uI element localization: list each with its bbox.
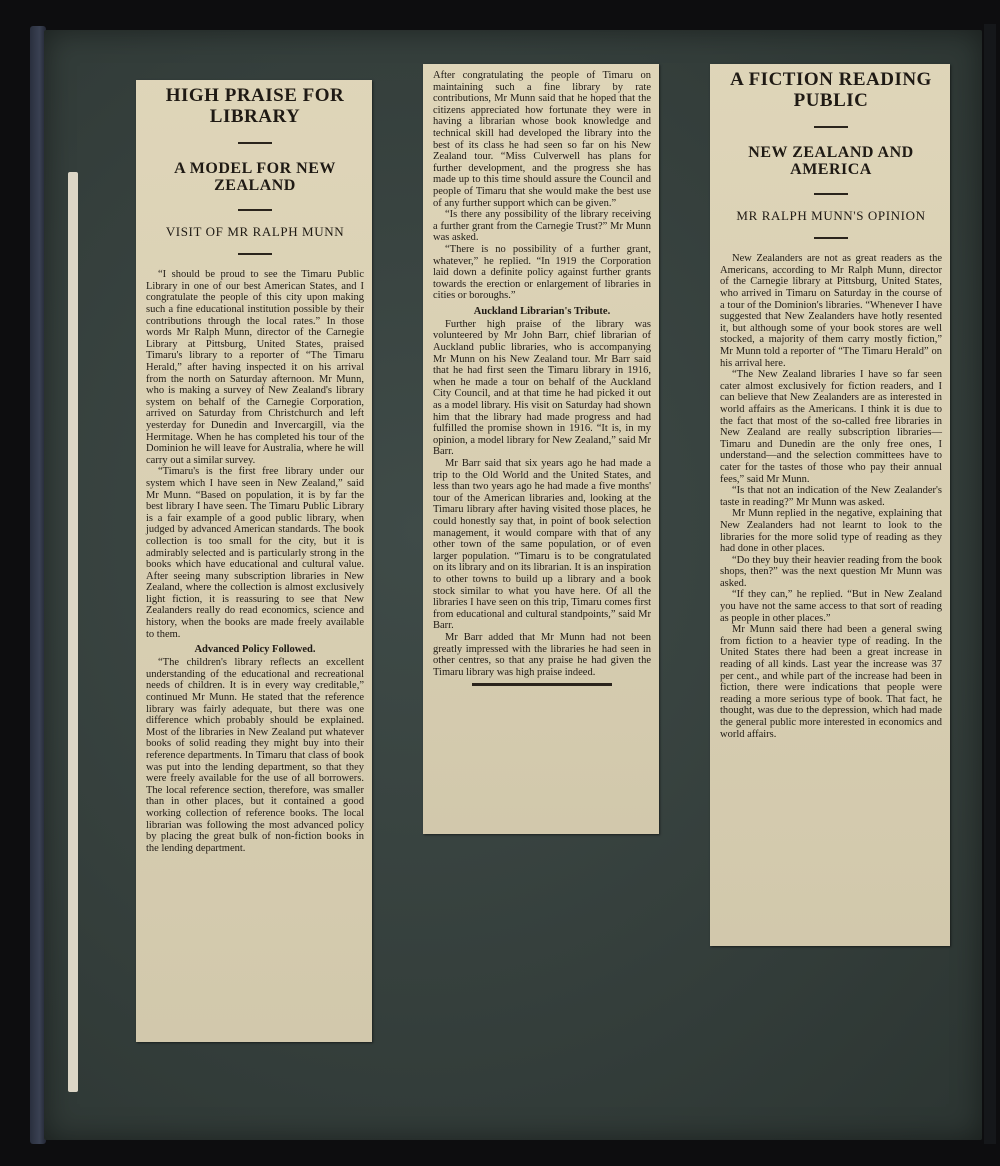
page-edge-strip <box>68 172 78 1092</box>
subheadline: A MODEL FOR NEW ZEALAND <box>174 159 336 195</box>
clipping-continuation <box>423 64 659 834</box>
paragraph: Further high praise of the library was volunteered by Mr John Barr, chief librarian of Auckland public libraries, who is accompanying Mr Munn on his New Zealand tour. Mr Barr said that he had first seen the Timaru library in 1916, when he made a tour on behalf of the Auckland City Council, and at that time he had picked it out as a model library. His visit on Saturday had shown him that the library had made progress and had fulfilled the promise shown in 1916. “It is, in my opinion, a model library for New Zealand,” said Mr Barr. <box>433 318 651 458</box>
paragraph: Mr Barr added that Mr Munn had not been greatly impressed with the libraries he had seen in other centres, so that any praise he had given the Timaru library was high praise indeed. <box>433 631 651 678</box>
section-heading: Advanced Policy Followed. <box>194 644 316 656</box>
paragraph: “If they can,” he replied. “But in New Zealand you have not the same access to that sort of reading as people in other places.” <box>720 589 942 624</box>
paragraph: Mr Barr said that six years ago he had made a trip to the Old World and the United States, and less than two years ago he had made a five months' tour of the American libraries and, looking at the Timaru library after having visited those places, he could honestly say that, in point of book selection management, it would compare with that of any other town of the same population, or of even larger population. “Timaru is to be congratulated on its library and on its librarian. It is an inspiration to other towns to build up a library and a book stock similar to what you have here. Of all the libraries I have seen on this trip, Timaru comes first from educational and cultural standpoints,” said Mr Barr. <box>433 458 651 632</box>
section-heading: Auckland Librarian's Tribute. <box>473 305 611 317</box>
paragraph: “The New Zealand libraries I have so far seen cater almost exclusively for fiction readers, and I can believe that New Zealanders are as interested in world affairs as the Americans. I think it is due to the fact that most of the so-called free libraries in New Zealand are really subscription libraries—Timaru and Dunedin are the only free ones, I understand—and the selection committees have to cater for the tastes of those who pay their annual fees,” said Mr Munn. <box>720 369 942 485</box>
paragraph: After congratulating the people of Timaru on maintaining such a fine library by rate contributions, Mr Munn said that he hoped that the citizens appreciated how fortunate they were in having a librarian whose book knowledge and technical skill had developed the library into the best of its class he had seen so far on his New Zealand tour. “Miss Culverwell has plans for further development, and the progress she has made up to this time should assure the Council and people of Timaru that she would make the best use of any further support which can be given.” <box>433 70 651 209</box>
paragraph: “The children's library reflects an excellent understanding of the educational and recreational needs of children. It is in every way creditable,” continued Mr Munn. He stated that the reference library was fairly adequate, but there was one difference which probably should be explained. Most of the libraries in New Zealand put whatever books of solid reading they might buy into their reference departments. In Timaru that class of book was put into the lending department, so that they were freely available for the use of all borrowers. The local reference section, therefore, was smaller than in other places, but it contained a good working collection of reference books. The local librarian was following the most advanced policy by placing the great bulk of non-fiction books in the lending department. <box>146 657 364 854</box>
subheadline: NEW ZEALAND AND AMERICA <box>748 143 914 179</box>
end-rule <box>472 683 612 686</box>
album-edge <box>984 24 996 1144</box>
paragraph: “Do they buy their heavier reading from the book shops, then?” was the next question Mr Munn was asked. <box>720 554 942 589</box>
divider <box>238 142 272 144</box>
headline: A FICTION READING PUBLIC <box>730 69 932 111</box>
clipping-fiction-reading-public <box>710 64 950 946</box>
paragraph: “Timaru's is the first free library under our system which I have seen in New Zealand,” said Mr Munn. “Based on population, it is by far the best library I have seen. The Timaru Public Library is a fair example of a good public library, when judged by advanced American standards. The book collection is too small for the city, but it is admirably selected and is particularly strong in the books which have educational and cultural value. After seeing many subscription libraries in New Zealand, where the collection is almost exclusively light fiction, it is reassuring to see that New Zealanders really do read economics, science and history, when the books are made freely available to them. <box>146 466 364 640</box>
divider <box>238 209 272 211</box>
byline: MR RALPH MUNN'S OPINION <box>736 207 926 223</box>
divider <box>814 126 848 128</box>
article-body <box>433 70 651 678</box>
divider <box>814 237 848 239</box>
headline: HIGH PRAISE FOR LIBRARY <box>165 85 345 127</box>
paragraph: New Zealanders are not as great readers as the Americans, according to Mr Ralph Munn, director of the Carnegie library at Pittsburg, United States, who arrived in Timaru on Saturday in the course of a tour of the Dominion's libraries. “Whenever I have suggested that New Zealanders have hotly resented it, but although some of your book stores are well stocked, a majority of them carry mostly fiction,” Mr Munn told a reporter of “The Timaru Herald” on his arrival here. <box>720 253 942 369</box>
paragraph: Mr Munn replied in the negative, explaining that New Zealanders had not learnt to look to the libraries for the more solid type of reading as they had done in other places. <box>720 508 942 555</box>
divider <box>814 193 848 195</box>
paragraph: Mr Munn said there had been a general swing from fiction to a heavier type of reading. In the United States there had been a great increase in reading of all kinds. Last year the increase was 37 per cent., and while part of the increase had been in fiction, there were indications that people were reading a more serious type of book. That fact, he thought, was due to the depression, which had made the general public more interested in economics and world affairs. <box>720 624 942 740</box>
paragraph: “Is that not an indication of the New Zealander's taste in reading?” Mr Munn was asked. <box>720 485 942 508</box>
article-body <box>720 253 942 740</box>
divider <box>238 253 272 255</box>
paragraph: “I should be proud to see the Timaru Public Library in one of our best American States, and I congratulate the people of this city upon making such a fine educational institution possible by their contributions through the local rates.” In those words Mr Ralph Munn, director of the Carnegie Library at Pittsburg, United States, praised Timaru's library to a reporter of “The Timaru Herald,” after having inspected it on his arrival from the north on Saturday afternoon. Mr Munn, who is making a survey of New Zealand's library system on behalf of the Carnegie Corporation, arrived on Saturday from Christchurch and left yesterday for Dunedin and Invercargill, via the Hermitage. When he has completed his tour of the Dominion he will leave for Australia, where he will carry out a similar survey. <box>146 269 364 466</box>
paragraph: “Is there any possibility of the library receiving a further grant from the Carnegie Trust?” Mr Munn was asked. <box>433 209 651 244</box>
paragraph: “There is no possibility of a further grant, whatever,” he replied. “In 1919 the Corporation laid down a definite policy against further grants towards the erection or enlargement of libraries in cities or boroughs.” <box>433 243 651 302</box>
clipping-high-praise-for-library <box>136 80 372 1042</box>
byline: VISIT OF MR RALPH MUNN <box>165 223 345 239</box>
article-body <box>146 269 364 854</box>
